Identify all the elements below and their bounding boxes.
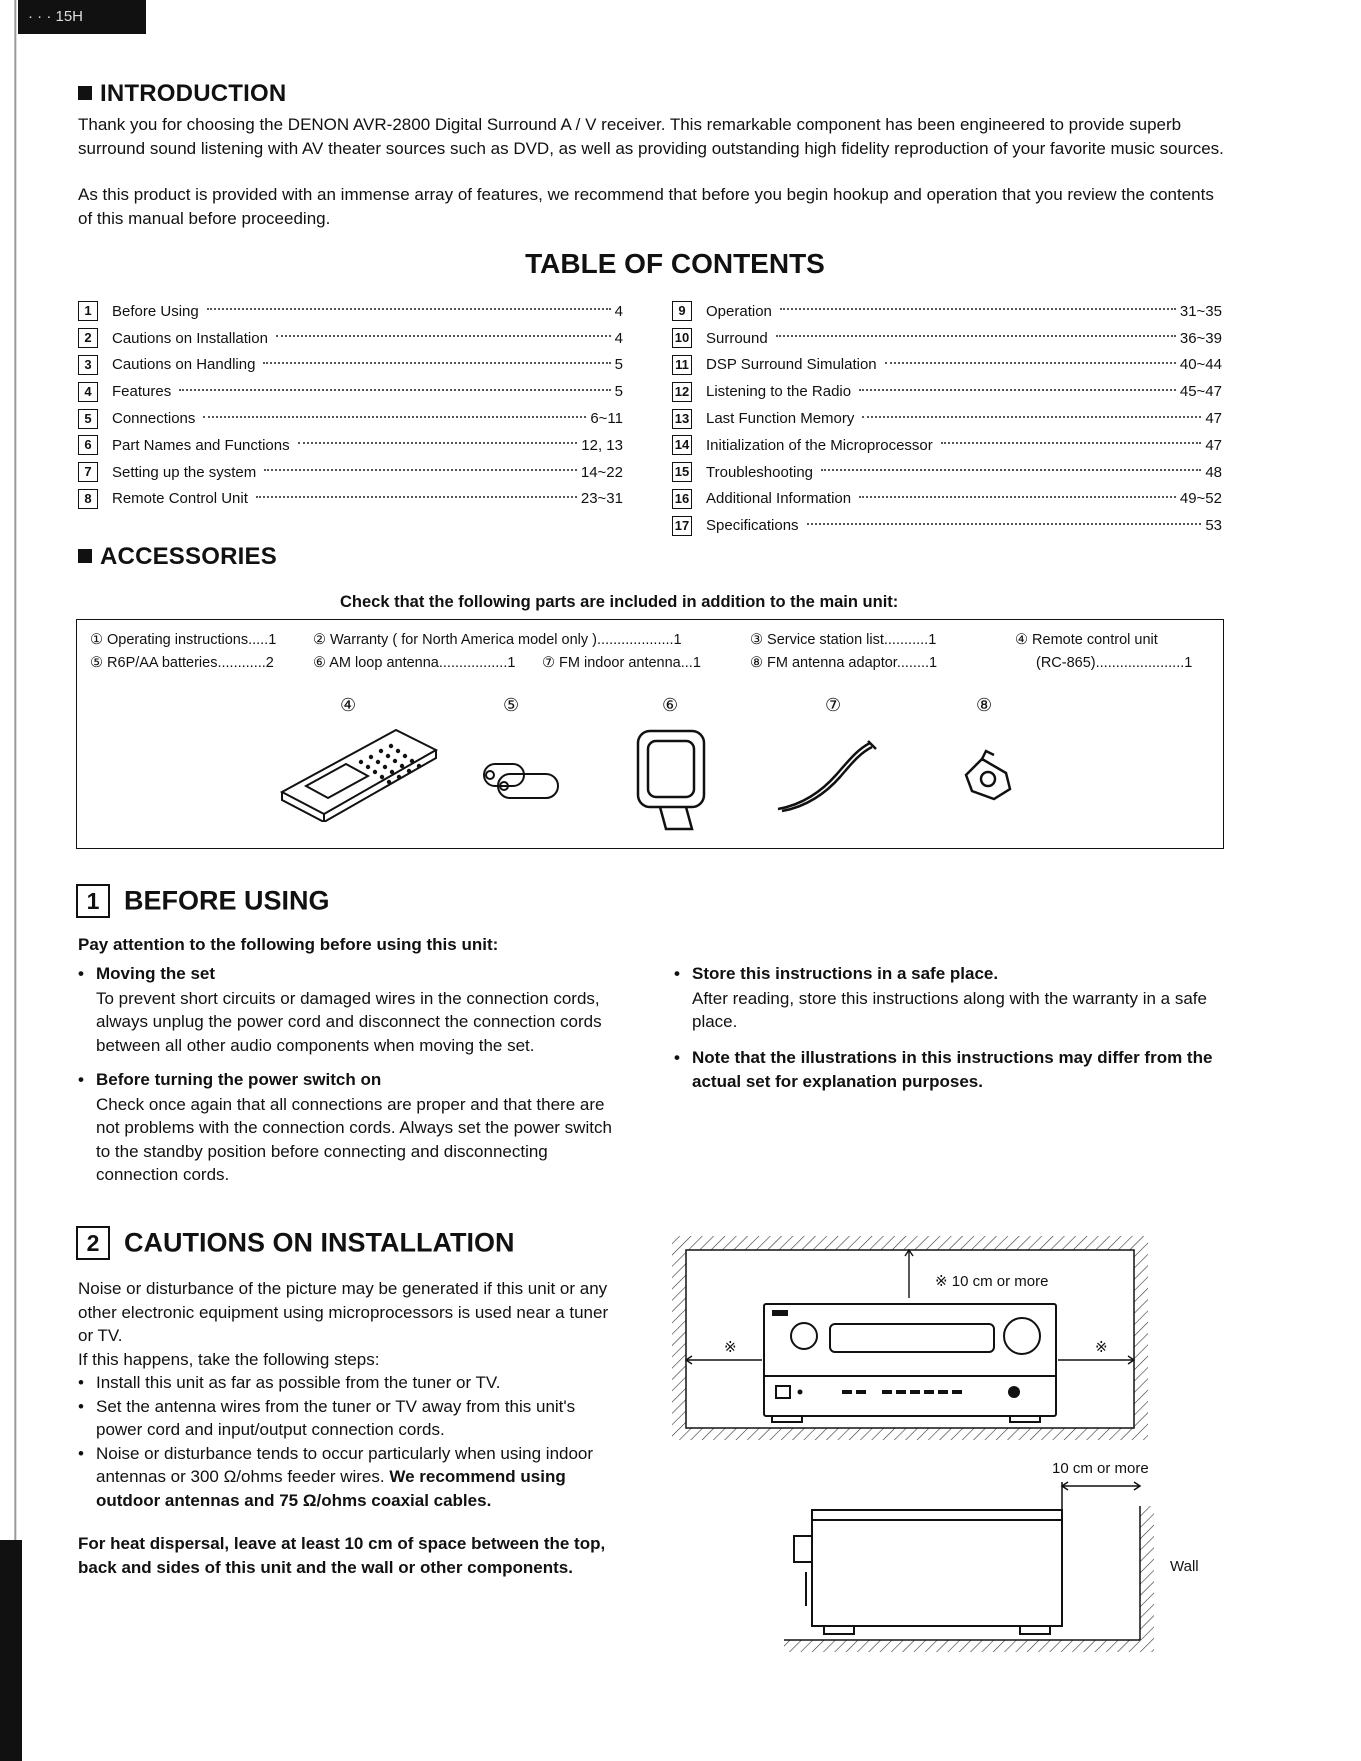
- toc-leader-dots: [780, 307, 1176, 310]
- toc-entry: [78, 325, 623, 352]
- toc-number: 11: [672, 355, 692, 375]
- toc-label: Setting up the system: [112, 463, 257, 481]
- toc-entry: [672, 405, 1222, 432]
- scan-shadow: [0, 1540, 22, 1761]
- toc-leader-dots: [859, 495, 1176, 498]
- bullet-3-text: Noise or disturbance tends to occur particularly when using indoor antennas or 300 Ω/ohms feeder wires.: [96, 1443, 594, 1486]
- toc-page: 4: [614, 329, 623, 347]
- toc-label: Additional Information: [706, 490, 852, 508]
- toc-number: 9: [672, 301, 692, 321]
- accessory-8: ⑧ FM antenna adaptor........1: [750, 655, 938, 671]
- toc-leader-dots: [276, 334, 611, 337]
- square-bullet-icon: [78, 86, 92, 100]
- toc-number: 8: [78, 489, 98, 509]
- back-clearance-label: 10 cm or more: [1052, 1460, 1149, 1477]
- toc-page: 5: [614, 383, 623, 401]
- toc-page: 49~52: [1179, 490, 1222, 508]
- cautions-bullet-3: [78, 1442, 626, 1513]
- toc-number: 10: [672, 328, 692, 348]
- toc-entry: [672, 459, 1222, 486]
- cautions-p2: If this happens, take the following steps:: [78, 1349, 380, 1369]
- introduction-heading: [78, 80, 286, 108]
- toc-label: Cautions on Handling: [112, 356, 256, 374]
- toc-entry: [78, 432, 623, 459]
- toc-label: Cautions on Installation: [112, 329, 268, 347]
- toc-label: Troubleshooting: [706, 463, 814, 481]
- toc-leader-dots: [862, 415, 1201, 418]
- introduction-paragraph-1: Thank you for choosing the DENON AVR-2800 Digital Surround A / V receiver. This remarkable component has been engineered to provide superb surround sound listening with AV theater sources such as DVD, as well as providing outstanding high fidelity reproduction of your favorite music sources.: [78, 115, 1224, 158]
- toc-entry: [78, 405, 623, 432]
- toc-label: Before Using: [112, 302, 199, 320]
- toc-entry: [78, 378, 623, 405]
- toc-page: 4: [614, 302, 623, 320]
- toc-left-column: [78, 298, 623, 512]
- toc-right-column: [672, 298, 1222, 539]
- toc-entry: [672, 325, 1222, 352]
- toc-number: 12: [672, 382, 692, 402]
- accessories-heading-text: ACCESSORIES: [100, 543, 277, 570]
- toc-page: 6~11: [590, 410, 623, 428]
- accessory-6: ⑥ AM loop antenna.................1: [313, 655, 516, 671]
- toc-page: 36~39: [1179, 329, 1222, 347]
- toc-entry: [78, 352, 623, 379]
- accessory-7: ⑦ FM indoor antenna...1: [542, 655, 701, 671]
- front-clearance-diagram: [672, 1232, 1152, 1442]
- toc-label: Connections: [112, 410, 196, 428]
- batteries-illustration: [476, 758, 566, 804]
- toc-leader-dots: [264, 468, 577, 471]
- toc-number: 5: [78, 409, 98, 429]
- toc-number: 13: [672, 409, 692, 429]
- toc-entry: [672, 378, 1222, 405]
- toc-label: DSP Surround Simulation: [706, 356, 877, 374]
- toc-leader-dots: [179, 388, 610, 391]
- toc-leader-dots: [821, 468, 1201, 471]
- toc-number: 6: [78, 435, 98, 455]
- toc-label: Listening to the Radio: [706, 383, 852, 401]
- toc-number: 2: [78, 328, 98, 348]
- item-title: • Before turning the power switch on: [78, 1068, 626, 1092]
- toc-leader-dots: [885, 361, 1176, 364]
- introduction-heading-text: INTRODUCTION: [100, 80, 287, 107]
- before-using-intro: Pay attention to the following before using this unit:: [78, 935, 499, 954]
- side-clearance-diagram: [784, 1476, 1164, 1656]
- before-using-item-moving: [78, 962, 626, 1057]
- toc-label: Features: [112, 383, 172, 401]
- accessory-4: ④ Remote control unit: [1015, 632, 1158, 648]
- toc-page: 47: [1205, 410, 1222, 428]
- toc-label: Operation: [706, 302, 772, 320]
- before-using-item-power: [78, 1068, 626, 1187]
- toc-label: Specifications: [706, 517, 799, 535]
- toc-label: Surround: [706, 329, 768, 347]
- toc-entry: [78, 459, 623, 486]
- accessory-5: ⑤ R6P/AA batteries............2: [90, 655, 274, 671]
- cautions-installation-heading: [76, 1226, 514, 1260]
- cautions-bullet-2: • Set the antenna wires from the tuner or TV away from this unit's power cord and input/output connection cords.: [78, 1395, 626, 1442]
- right-clearance-mark: ※: [1095, 1339, 1108, 1356]
- remote-control-illustration: [276, 722, 446, 822]
- before-using-heading: [76, 884, 330, 918]
- toc-page: 5: [614, 356, 623, 374]
- top-clearance-label: ※ 10 cm or more: [935, 1273, 1049, 1290]
- toc-page: 31~35: [1179, 302, 1222, 320]
- toc-page: 23~31: [580, 490, 623, 508]
- toc-entry: [78, 298, 623, 325]
- fm-indoor-antenna-illustration: [772, 735, 882, 815]
- toc-number: 16: [672, 489, 692, 509]
- toc-page: 48: [1205, 463, 1222, 481]
- before-using-item-note: [674, 1046, 1224, 1093]
- toc-entry: [672, 486, 1222, 513]
- toc-page: 40~44: [1179, 356, 1222, 374]
- toc-page: 14~22: [580, 463, 623, 481]
- toc-title: TABLE OF CONTENTS: [525, 248, 825, 279]
- toc-leader-dots: [203, 415, 586, 418]
- section-number-2: 2: [76, 1226, 110, 1260]
- figure-label-fm-antenna: ⑦: [825, 695, 842, 715]
- accessories-heading: [78, 543, 277, 571]
- toc-page: 45~47: [1179, 383, 1222, 401]
- section-number-1: 1: [76, 884, 110, 918]
- toc-entry: [78, 486, 623, 513]
- before-using-heading-text: BEFORE USING: [124, 885, 330, 916]
- accessory-1: ① Operating instructions.....1: [90, 632, 277, 648]
- item-body: After reading, store this instructions along with the warranty in a safe place.: [692, 988, 1207, 1031]
- accessories-check-note: Check that the following parts are included in addition to the main unit:: [340, 593, 899, 611]
- fm-antenna-adaptor-illustration: [958, 745, 1018, 805]
- toc-entry: [672, 432, 1222, 459]
- figure-label-batteries: ⑤: [503, 695, 520, 715]
- toc-leader-dots: [256, 495, 577, 498]
- cautions-installation-heading-text: CAUTIONS ON INSTALLATION: [124, 1227, 515, 1258]
- accessory-3: ③ Service station list...........1: [750, 632, 937, 648]
- figure-label-remote: ④: [340, 695, 357, 715]
- item-body: To prevent short circuits or damaged wires in the connection cords, always unplug the power cord and disconnect the connection cords between all other audio components when moving the set.: [96, 988, 602, 1055]
- bullet-3-bold-text: We recommend using outdoor antennas and 75 Ω/ohms coaxial cables.: [96, 1467, 566, 1510]
- toc-entry: [672, 512, 1222, 539]
- binder-edge: [0, 0, 18, 1761]
- item-title: • Moving the set: [78, 962, 626, 986]
- toc-leader-dots: [941, 441, 1202, 444]
- toc-label: Part Names and Functions: [112, 436, 290, 454]
- toc-entry: [672, 352, 1222, 379]
- accessory-2: ② Warranty ( for North America model only )...................1: [313, 632, 682, 648]
- square-bullet-icon: [78, 549, 92, 563]
- cautions-installation-body: [78, 1277, 626, 1512]
- item-title: • Note that the illustrations in this instructions may differ from the actual set for explanation purposes.: [674, 1046, 1224, 1093]
- toc-number: 4: [78, 382, 98, 402]
- toc-leader-dots: [298, 441, 578, 444]
- heat-dispersal-note: For heat dispersal, leave at least 10 cm of space between the top, back and sides of this unit and the wall or other components.: [78, 1534, 606, 1577]
- figure-label-adaptor: ⑧: [976, 695, 993, 715]
- toc-number: 7: [78, 462, 98, 482]
- toc-entry: [672, 298, 1222, 325]
- accessory-4-model: (RC-865)......................1: [1036, 655, 1193, 671]
- toc-number: 17: [672, 516, 692, 536]
- cautions-bullet-1: • Install this unit as far as possible from the tuner or TV.: [78, 1371, 626, 1395]
- toc-label: Last Function Memory: [706, 410, 855, 428]
- toc-number: 3: [78, 355, 98, 375]
- toc-leader-dots: [807, 522, 1202, 525]
- page-header-tab: · · · 15H: [18, 0, 146, 34]
- before-using-item-store: [674, 962, 1224, 1034]
- toc-label: Initialization of the Microprocessor: [706, 436, 933, 454]
- toc-number: 1: [78, 301, 98, 321]
- toc-leader-dots: [776, 334, 1176, 337]
- toc-page: 53: [1205, 517, 1222, 535]
- toc-number: 15: [672, 462, 692, 482]
- wall-label: Wall: [1170, 1558, 1199, 1575]
- toc-page: 12, 13: [581, 436, 623, 454]
- toc-leader-dots: [207, 307, 611, 310]
- cautions-p1: Noise or disturbance of the picture may be generated if this unit or any other electronic equipment using microprocessors is used near a tuner or TV.: [78, 1279, 609, 1345]
- introduction-paragraph-2: As this product is provided with an immense array of features, we recommend that before you begin hookup and operation that you review the contents of this manual before proceeding.: [78, 185, 1214, 228]
- left-clearance-mark: ※: [724, 1339, 737, 1356]
- am-loop-antenna-illustration: [630, 725, 720, 835]
- figure-label-am-antenna: ⑥: [662, 695, 679, 715]
- item-title: • Store this instructions in a safe place.: [674, 962, 1224, 986]
- item-body: Check once again that all connections are proper and that there are not problems with the connection cords. Always set the power switch to the standby position before connecting and disconnecting connection cords.: [96, 1094, 612, 1184]
- toc-number: 14: [672, 435, 692, 455]
- toc-label: Remote Control Unit: [112, 490, 248, 508]
- toc-page: 47: [1205, 436, 1222, 454]
- toc-leader-dots: [859, 388, 1176, 391]
- toc-leader-dots: [263, 361, 610, 364]
